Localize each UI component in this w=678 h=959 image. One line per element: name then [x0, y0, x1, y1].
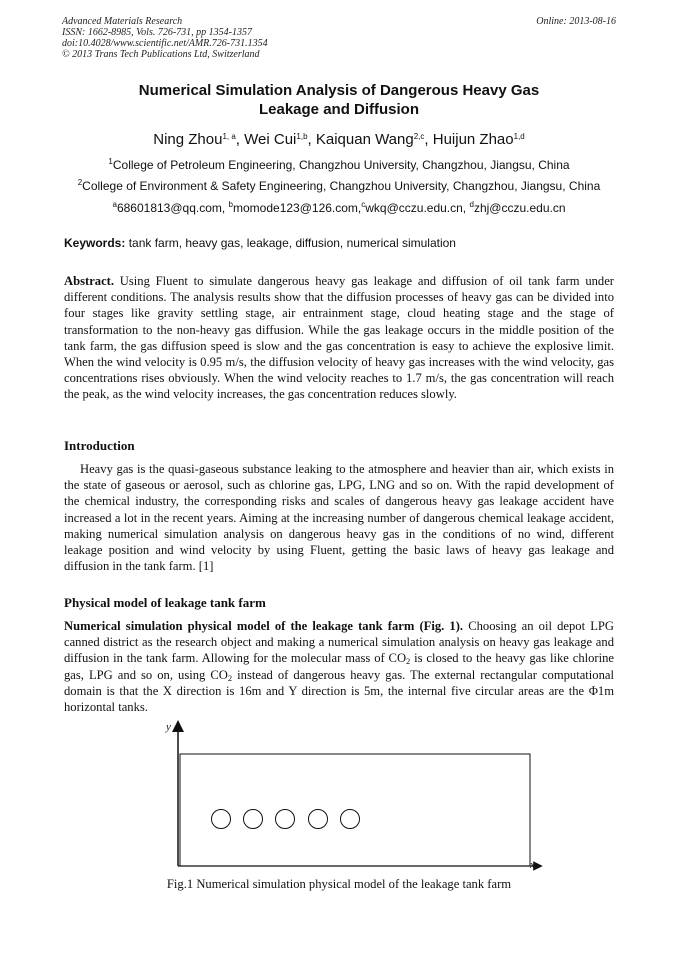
issn-line: ISSN: 1662-8985, Vols. 726-731, pp 1354-1357 [62, 27, 252, 38]
physical-model-heading: Physical model of leakage tank farm [64, 595, 266, 610]
physical-model-lead: Numerical simulation physical model of the leakage tank farm (Fig. 1). [64, 619, 464, 633]
y-axis-label: y [166, 721, 171, 733]
figure-caption: Fig.1 Numerical simulation physical model of the leakage tank farm [166, 877, 512, 891]
tank-5 [341, 810, 360, 829]
affiliation-1: $^1$College of Petroleum Engineering, Changzhou University, Changzhou, Jiangsu, China [108, 157, 570, 172]
email-line [62, 201, 616, 215]
online-date: Online: 2013-08-16 [536, 16, 616, 27]
email-d[interactable]: $^d$zhj@cczu.edu.cn [469, 200, 566, 215]
figure-1 [150, 716, 550, 876]
abstract-text: Using Fluent to simulate dangerous heavy gas leakage and diffusion of oil tank farm under different conditions. The analysis results show that the diffusion processes of heavy gas can be divided into four stages like gravity settling stage, air entrainment stage, cloud heating stage and the stage of transformation to the non-heavy gas diffusion. While the gas leakage occurs in the middle position of the tank farm, the gas diffusion speed is slow and the gas concentration is easy to achieve the explosive limit. When the wind velocity is 0.95 m/s, the diffusion velocity of heavy gas increases with the wind velocity, gas concentrations rises obviously. When the wind velocity reaches to 1.7 m/s, the gas concentration will reach the peak, as the wind velocity increases, the gas concentration reduces slowly. [64, 274, 614, 402]
copyright-line: © 2013 Trans Tech Publications Ltd, Switzerland [62, 49, 260, 60]
tank-farm-diagram [150, 716, 550, 871]
journal-name: Advanced Materials Research [62, 16, 183, 27]
author-1: Ning Zhou$^{1, a}$, [153, 131, 245, 148]
author-3: Kaiquan Wang$^{2,c}$, [315, 131, 433, 148]
title-line-2: Leakage and Diffusion [258, 101, 420, 118]
abstract [64, 273, 614, 403]
tank-2 [244, 810, 263, 829]
title-line-1: Numerical Simulation Analysis of Dangerous Heavy Gas [138, 82, 540, 99]
email-c[interactable]: $^c$wkq@cczu.edu.cn, [361, 200, 470, 215]
email-a[interactable]: $^a$68601813@qq.com, [112, 200, 229, 215]
affiliation-2: $^2$College of Environment & Safety Engineering, Changzhou University, Changzhou, Jiangsu, China [77, 178, 601, 193]
keywords-text: tank farm, heavy gas, leakage, diffusion, numerical simulation [125, 236, 456, 250]
tank-4 [309, 810, 328, 829]
tank-3 [276, 810, 295, 829]
paper-title [62, 81, 616, 119]
computational-domain [180, 754, 530, 866]
intro-heading: Introduction [64, 438, 135, 453]
doi-line: doi:10.4028/www.scientific.net/AMR.726-731.1354 [62, 38, 268, 49]
keywords-label: Keywords: [64, 236, 126, 250]
tank-1 [212, 810, 231, 829]
author-2: Wei Cui$^{1,b}$, [244, 131, 316, 148]
physical-model-paragraph: Numerical simulation physical model of the leakage tank farm (Fig. 1). Choosing an oil depot LPG canned district as the research object and making a numerical simulation analysis on heavy gas leakage and diffusion in the tank farm. Allowing for the molecular mass of $CO_2$ is closed to the heavy gas like chlorine gas, LPG and so on, using $CO_2$ instead of dangerous heavy gas. The external rectangular computational domain is that the X direction is 16m and Y direction is 5m, the internal five circular areas are the Φ1m horizontal tanks. [64, 619, 614, 715]
author-list [62, 131, 616, 148]
x-axis-label: x [530, 859, 535, 871]
abstract-label: Abstract. [64, 274, 115, 288]
journal-header [62, 16, 268, 60]
keywords [64, 236, 616, 250]
email-b[interactable]: $^b$momode123@126.com, [228, 200, 362, 215]
author-4: Huijun Zhao$^{1,d}$ [432, 131, 525, 148]
intro-paragraph: Heavy gas is the quasi-gaseous substance leaking to the atmosphere and heavier than air, which exists in the state of gaseous or aerosol, such as chlorine gas, LPG, LNG and so on. With the rapid development of the chemical industry, the corresponding risks and scales of dangerous heavy gas leakage accident have increased a lot in the recent years. Aiming at the increasing number of dangerous chemical leakage accident, making numerical simulation analysis on dangerous heavy gas in the conditions of no wind, different leakage position and wind velocity by using Fluent, getting the basic laws of heavy gas leakage and diffusion in the tank farm. [1] [64, 462, 614, 574]
